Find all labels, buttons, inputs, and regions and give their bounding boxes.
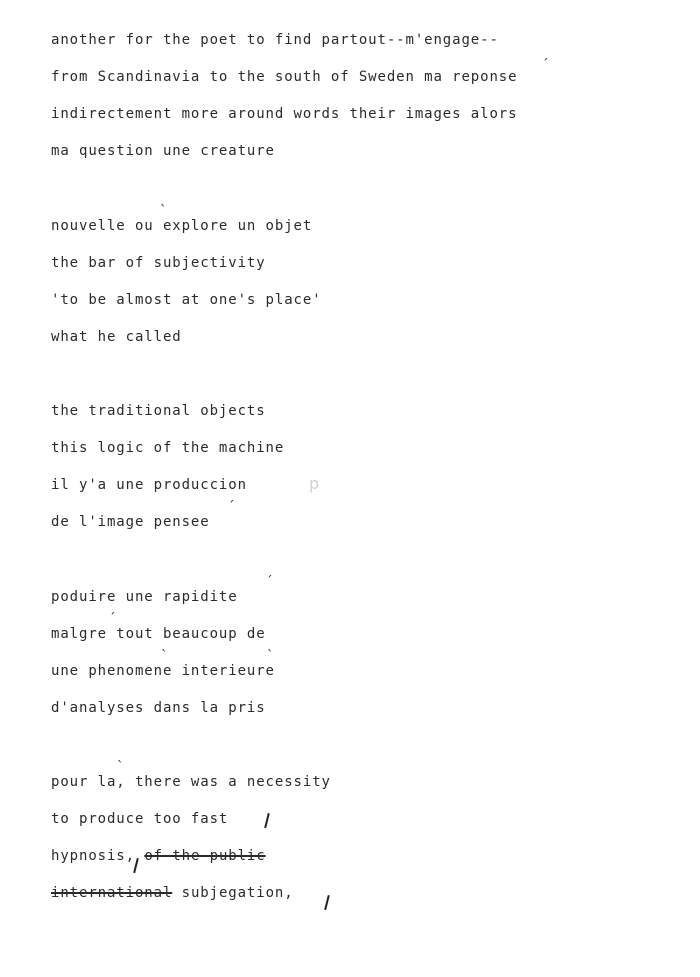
kept-text: hypnosis, [51,848,135,864]
stanza-3 [51,393,284,541]
poem-line: il y'a une produccion [51,477,247,493]
poem-line: d'analyses dans la pris [51,700,266,716]
acute-accent-mark: ´ [266,575,273,590]
grave-accent-mark: ` [161,649,168,664]
poem-line: une phenomene interieure [51,663,275,679]
grave-accent-mark: ` [267,649,274,664]
acute-accent-mark: ´ [109,612,116,627]
stanza-5 [51,764,331,912]
poem-line: poduire une rapidite [51,589,238,605]
poem-line: another for the poet to find partout--m'engage-- [51,32,499,48]
faint-pencil-mark: p [309,474,320,493]
poem-line: malgre tout beaucoup de [51,626,266,642]
poem-line: this logic of the machine [51,440,285,456]
stanza-1 [51,22,517,170]
acute-accent-mark: ´ [542,58,549,73]
grave-accent-mark: ` [117,760,124,775]
struck-text: international [51,885,173,901]
poem-line: what he called [51,329,182,345]
stanza-2 [51,208,322,356]
poem-line [51,875,331,912]
acute-accent-mark: ´ [228,500,235,515]
poem-line [51,838,331,875]
poem-line: indirectement more around words their images alors [51,106,518,122]
struck-text: of the public [144,848,266,864]
poem-line: from Scandinavia to the south of Sweden ma reponse [51,69,518,85]
poem-line: to produce too fast [51,811,229,827]
poem-line: ma question une creature [51,143,275,159]
poem-line: 'to be almost at one's place' [51,292,322,308]
kept-text: subjegation, [181,885,294,901]
poem-line: the bar of subjectivity [51,255,266,271]
poem-line: nouvelle ou explore un objet [51,218,313,234]
poem-line: de l'image pensee [51,514,210,530]
poem-line: pour la, there was a necessity [51,774,331,790]
poem-line: the traditional objects [51,403,266,419]
grave-accent-mark: ` [160,204,167,219]
